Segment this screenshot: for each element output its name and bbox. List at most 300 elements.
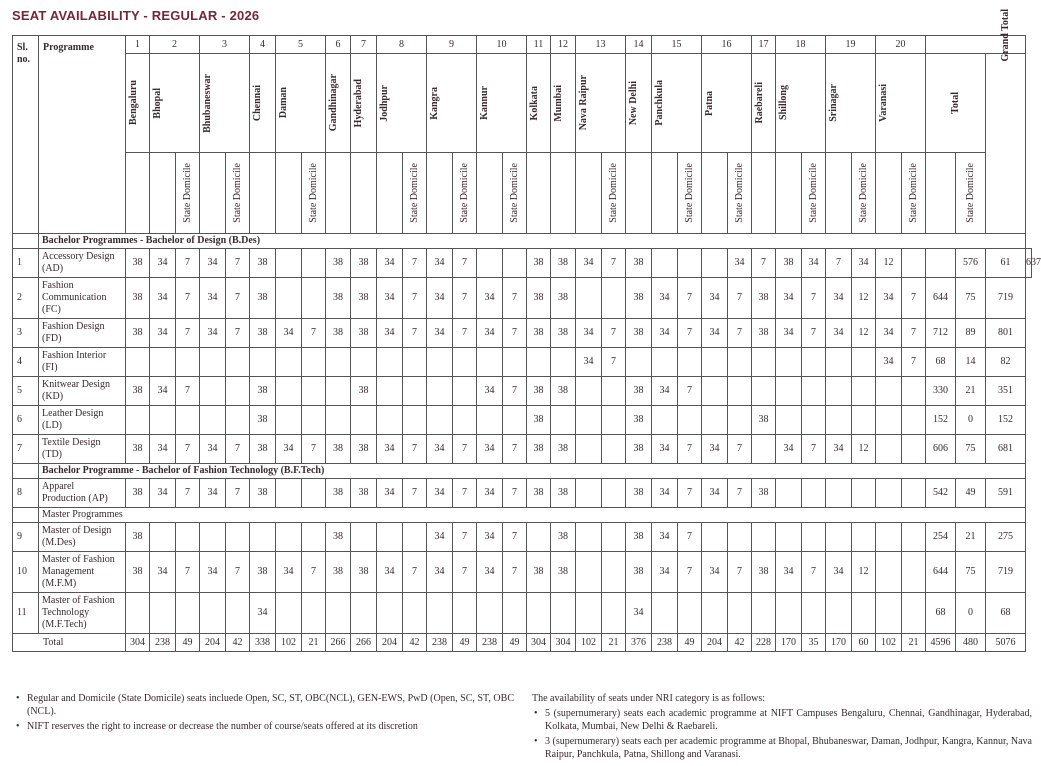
seat-count	[302, 278, 326, 319]
table-row	[13, 523, 1032, 552]
seat-count	[403, 406, 427, 435]
programme-line: Master of Fashion	[42, 554, 115, 565]
seat-count: 38	[351, 319, 377, 348]
seat-count: 38	[551, 319, 576, 348]
seat-count: 38	[326, 552, 351, 593]
seat-count	[302, 377, 326, 406]
seat-count	[702, 523, 728, 552]
seat-count: 38	[527, 406, 551, 435]
seat-count: 152	[926, 406, 956, 435]
seat-count	[902, 593, 926, 634]
seat-count: 34	[876, 348, 902, 377]
seat-count	[876, 406, 902, 435]
seat-count: 7	[826, 249, 852, 278]
seat-count: 34	[576, 319, 602, 348]
seat-count: 34	[477, 377, 503, 406]
total-count: 304	[126, 634, 150, 652]
seat-count: 38	[752, 406, 776, 435]
seat-count	[326, 406, 351, 435]
seat-count: 34	[150, 377, 176, 406]
seat-count: 34	[250, 593, 276, 634]
state-domicile-label: State Domicile	[857, 162, 869, 223]
seat-count	[576, 523, 602, 552]
seat-count: 7	[602, 319, 626, 348]
seat-count: 7	[728, 278, 752, 319]
seat-count	[652, 249, 678, 278]
seat-count: 34	[200, 552, 226, 593]
campus-name-cell	[551, 54, 576, 153]
programme-line: Leather Design	[42, 408, 104, 419]
programme-cell	[39, 552, 126, 593]
campus-name: New Delhi	[628, 80, 639, 126]
seat-count: 644	[926, 278, 956, 319]
page-title: SEAT AVAILABILITY - REGULAR - 2026	[12, 8, 260, 23]
seat-count	[226, 593, 250, 634]
domicile-header-cell	[403, 153, 427, 234]
seat-count: 34	[200, 435, 226, 464]
seat-count: 34	[477, 278, 503, 319]
seat-count: 38	[326, 435, 351, 464]
note-item	[532, 735, 1032, 761]
seat-count	[200, 377, 226, 406]
campus-number: 12	[551, 36, 576, 54]
seat-count: 38	[250, 435, 276, 464]
seat-count	[176, 348, 200, 377]
seat-count: 351	[986, 377, 1026, 406]
seat-count	[302, 593, 326, 634]
seat-count: 82	[986, 348, 1026, 377]
seat-count	[752, 348, 776, 377]
total-count: 42	[728, 634, 752, 652]
seat-count: 7	[176, 319, 200, 348]
seat-count	[403, 593, 427, 634]
seat-count	[453, 593, 477, 634]
seat-count	[477, 593, 503, 634]
note-text: 3 (supernumerary) seats each per academic programme at Bhopal, Bhubaneswar, Daman, Jodhpur, Kangra, Kannur, Nava Raipur, Panchkula, Patna, Shillong and Varanasi.	[545, 736, 1032, 760]
seat-count	[826, 479, 852, 508]
seat-count	[802, 593, 826, 634]
seat-count	[427, 377, 453, 406]
seat-count	[150, 523, 176, 552]
seat-count	[302, 479, 326, 508]
seat-count: 7	[226, 319, 250, 348]
seat-count: 34	[377, 319, 403, 348]
seat-count	[302, 348, 326, 377]
programme-cell	[39, 435, 126, 464]
seat-count: 38	[551, 377, 576, 406]
seat-count: 34	[776, 435, 802, 464]
seat-count	[403, 377, 427, 406]
seat-count: 21	[956, 523, 986, 552]
seat-count	[576, 593, 602, 634]
blank-header-cell	[551, 153, 576, 234]
seat-count: 7	[403, 249, 427, 278]
seat-count	[226, 406, 250, 435]
seat-count: 38	[527, 479, 551, 508]
seat-count	[802, 523, 826, 552]
blank-header-cell	[477, 153, 503, 234]
domicile-header-cell	[503, 153, 527, 234]
table-row	[13, 552, 1032, 593]
seat-count	[702, 377, 728, 406]
campus-number: 16	[702, 36, 752, 54]
seat-count: 12	[852, 278, 876, 319]
seat-count: 7	[728, 552, 752, 593]
total-count: 42	[226, 634, 250, 652]
seat-count: 34	[626, 593, 652, 634]
state-domicile-label: State Domicile	[458, 162, 470, 223]
campus-name-cell	[427, 54, 477, 153]
bullet-icon: •	[534, 708, 538, 719]
seat-count: 34	[702, 278, 728, 319]
seat-count	[150, 406, 176, 435]
seat-count	[377, 377, 403, 406]
seat-count: 7	[503, 319, 527, 348]
seat-count	[477, 406, 503, 435]
state-domicile-label: State Domicile	[683, 162, 695, 223]
seat-count: 7	[453, 523, 477, 552]
total-count: 49	[453, 634, 477, 652]
seat-count: 68	[926, 348, 956, 377]
campus-number: 5	[276, 36, 326, 54]
table-row	[13, 479, 1032, 508]
sl-no-label: Sl. no.	[17, 42, 31, 65]
seat-count: 38	[527, 435, 551, 464]
seat-count: 38	[126, 552, 150, 593]
seat-count	[302, 406, 326, 435]
seat-count	[576, 479, 602, 508]
bullet-icon: •	[16, 693, 20, 704]
blank-header-cell	[776, 153, 802, 234]
seat-count: 7	[226, 249, 250, 278]
total-count: 49	[176, 634, 200, 652]
total-count: 266	[351, 634, 377, 652]
seat-count	[678, 348, 702, 377]
seat-count: 7	[453, 249, 477, 278]
seat-count	[276, 278, 302, 319]
section-heading: Bachelor Programmes - Bachelor of Design (B.Des)	[39, 234, 1026, 249]
seat-count: 68	[986, 593, 1026, 634]
campus-number: 13	[576, 36, 626, 54]
programme-cell	[39, 593, 126, 634]
seat-count: 7	[503, 552, 527, 593]
seat-count: 38	[626, 319, 652, 348]
seat-count	[126, 593, 150, 634]
state-domicile-label: State Domicile	[181, 162, 193, 223]
table-row	[13, 593, 1032, 634]
nri-intro: The availability of seats under NRI category is as follows:	[532, 693, 765, 704]
seat-count	[326, 348, 351, 377]
seat-count	[503, 406, 527, 435]
seat-count	[902, 523, 926, 552]
blank-header-cell	[576, 153, 602, 234]
seat-count	[576, 406, 602, 435]
seat-count: 801	[986, 319, 1026, 348]
seat-count: 34	[702, 479, 728, 508]
seat-count: 12	[852, 435, 876, 464]
total-count: 204	[200, 634, 226, 652]
seat-count: 34	[200, 278, 226, 319]
campus-name-cell	[626, 54, 652, 153]
campus-number: 4	[250, 36, 276, 54]
seat-count	[702, 348, 728, 377]
seat-count	[776, 479, 802, 508]
campus-name: Kannur	[479, 86, 490, 120]
campus-number: 7	[351, 36, 377, 54]
seat-count: 34	[276, 435, 302, 464]
seat-count	[276, 479, 302, 508]
campus-name: Patna	[704, 90, 715, 116]
seat-count: 637	[1026, 249, 1032, 278]
programme-line: Master of Fashion	[42, 595, 115, 606]
campus-name: Kolkata	[529, 85, 540, 121]
notes-left	[14, 692, 514, 735]
seat-count: 34	[377, 435, 403, 464]
seat-count	[351, 348, 377, 377]
total-row	[13, 634, 1032, 652]
seat-count: 7	[802, 552, 826, 593]
total-count: 21	[302, 634, 326, 652]
seat-count: 34	[150, 552, 176, 593]
total-count: 5076	[986, 634, 1026, 652]
seat-count	[403, 348, 427, 377]
seat-count	[876, 435, 902, 464]
campus-name-cell	[652, 54, 702, 153]
serial-number: 9	[13, 523, 39, 552]
seat-count	[527, 348, 551, 377]
seat-count: 7	[453, 319, 477, 348]
campus-name-cell	[250, 54, 276, 153]
seat-count	[678, 406, 702, 435]
seat-count: 38	[351, 552, 377, 593]
seat-count: 7	[453, 479, 477, 508]
seat-count: 719	[986, 552, 1026, 593]
serial-number: 5	[13, 377, 39, 406]
seat-count: 38	[551, 479, 576, 508]
state-domicile-label: State Domicile	[408, 162, 420, 223]
seat-count: 38	[126, 249, 150, 278]
seat-count: 576	[956, 249, 986, 278]
total-count: 102	[576, 634, 602, 652]
seat-count: 7	[403, 319, 427, 348]
seat-count	[326, 593, 351, 634]
seat-count: 7	[678, 319, 702, 348]
seat-count: 7	[902, 278, 926, 319]
seat-count: 38	[776, 249, 802, 278]
seat-count: 38	[626, 435, 652, 464]
seat-count	[150, 348, 176, 377]
seat-count	[602, 435, 626, 464]
domicile-header-cell	[453, 153, 477, 234]
section-blank	[13, 234, 39, 249]
total-count: 170	[826, 634, 852, 652]
seat-count	[902, 552, 926, 593]
seat-count	[403, 523, 427, 552]
total-count: 204	[377, 634, 403, 652]
seat-count: 38	[626, 249, 652, 278]
seat-count	[200, 523, 226, 552]
seat-count: 7	[728, 435, 752, 464]
seat-count	[351, 523, 377, 552]
campus-number: 1	[126, 36, 150, 54]
total-count: 102	[276, 634, 302, 652]
seat-count	[802, 406, 826, 435]
seat-count	[226, 523, 250, 552]
seat-count: 38	[126, 523, 150, 552]
seat-count	[826, 406, 852, 435]
seat-count: 7	[678, 278, 702, 319]
seat-count: 275	[986, 523, 1026, 552]
total-count: 238	[477, 634, 503, 652]
note-text: NIFT reserves the right to increase or decrease the number of course/seats offered at its discretion	[27, 721, 418, 732]
seat-count: 38	[551, 249, 576, 278]
total-count: 42	[403, 634, 427, 652]
seat-count: 38	[326, 523, 351, 552]
campus-name-cell	[776, 54, 826, 153]
seat-count: 7	[503, 435, 527, 464]
seat-count: 7	[678, 377, 702, 406]
seat-count: 7	[752, 249, 776, 278]
seat-count: 7	[802, 319, 826, 348]
serial-number: 1	[13, 249, 39, 278]
seat-count	[776, 523, 802, 552]
seat-count: 7	[678, 435, 702, 464]
seat-count: 7	[403, 278, 427, 319]
seat-count: 12	[852, 319, 876, 348]
total-count: 228	[752, 634, 776, 652]
campus-number: 19	[826, 36, 876, 54]
seat-count	[728, 593, 752, 634]
seat-count: 38	[326, 249, 351, 278]
seat-count: 38	[351, 278, 377, 319]
seat-count: 7	[176, 278, 200, 319]
seat-count: 38	[626, 523, 652, 552]
seat-count: 38	[250, 406, 276, 435]
seat-count	[826, 593, 852, 634]
seat-count: 38	[250, 377, 276, 406]
blank-header-cell	[150, 153, 176, 234]
seat-count: 38	[752, 479, 776, 508]
campus-name: Mumbai	[553, 84, 564, 122]
seat-count: 34	[652, 278, 678, 319]
seat-count: 34	[150, 278, 176, 319]
seat-count: 7	[176, 552, 200, 593]
seat-count	[652, 593, 678, 634]
seat-count	[802, 348, 826, 377]
seat-count	[576, 278, 602, 319]
seat-count: 34	[427, 552, 453, 593]
seat-count	[377, 593, 403, 634]
seat-count	[776, 593, 802, 634]
domicile-header-cell	[302, 153, 326, 234]
seat-count: 75	[956, 278, 986, 319]
seat-count: 34	[427, 435, 453, 464]
seat-count: 34	[377, 479, 403, 508]
seat-count: 34	[728, 249, 752, 278]
campus-number: 14	[626, 36, 652, 54]
seat-count	[826, 348, 852, 377]
seat-count	[902, 377, 926, 406]
blank-header-cell	[326, 153, 351, 234]
programme-line: Technology	[42, 607, 90, 618]
state-domicile-label: State Domicile	[307, 162, 319, 223]
seat-count: 7	[503, 523, 527, 552]
serial-number: 7	[13, 435, 39, 464]
blank-header-cell	[626, 153, 652, 234]
seat-count: 38	[250, 479, 276, 508]
seat-count	[126, 406, 150, 435]
seat-count	[276, 249, 302, 278]
seat-count: 38	[126, 435, 150, 464]
seat-count: 38	[527, 377, 551, 406]
seat-count: 75	[956, 435, 986, 464]
seat-count	[626, 348, 652, 377]
blank-header-cell	[826, 153, 852, 234]
seat-count: 7	[453, 435, 477, 464]
seat-count: 34	[150, 319, 176, 348]
seat-count	[652, 348, 678, 377]
campus-name: Kangra	[429, 86, 440, 120]
total-count: 266	[326, 634, 351, 652]
seat-count: 7	[503, 278, 527, 319]
total-count: 21	[602, 634, 626, 652]
seat-count: 34	[802, 249, 826, 278]
campus-name: Srinagar	[828, 84, 839, 122]
serial-number: 10	[13, 552, 39, 593]
seat-count: 7	[802, 435, 826, 464]
seat-count: 12	[852, 552, 876, 593]
seat-count: 38	[752, 278, 776, 319]
total-count: 204	[702, 634, 728, 652]
programme-cell	[39, 377, 126, 406]
seat-count: 38	[126, 479, 150, 508]
seat-count	[302, 249, 326, 278]
seat-count: 34	[477, 479, 503, 508]
seat-count	[728, 377, 752, 406]
seat-count: 542	[926, 479, 956, 508]
blank-header-cell	[427, 153, 453, 234]
seat-count: 34	[576, 348, 602, 377]
domicile-header-cell	[176, 153, 200, 234]
campus-name: Chennai	[252, 84, 263, 122]
seat-count: 89	[956, 319, 986, 348]
seat-count	[876, 552, 902, 593]
seat-count: 61	[986, 249, 1026, 278]
total-count: 60	[852, 634, 876, 652]
campus-number: 9	[427, 36, 477, 54]
domicile-header-cell	[902, 153, 926, 234]
campus-name-cell	[200, 54, 250, 153]
serial-number: 2	[13, 278, 39, 319]
total-count: 4596	[926, 634, 956, 652]
seat-count	[728, 523, 752, 552]
seat-count	[200, 593, 226, 634]
campus-name-cell	[527, 54, 551, 153]
programme-cell	[39, 348, 126, 377]
seat-count	[852, 523, 876, 552]
seat-count: 7	[678, 523, 702, 552]
seat-count: 38	[626, 479, 652, 508]
total-count: 304	[551, 634, 576, 652]
seat-count: 34	[852, 249, 876, 278]
blank-header-cell	[351, 153, 377, 234]
seat-count: 21	[956, 377, 986, 406]
total-header-cell	[926, 54, 986, 153]
table-row	[13, 249, 1032, 278]
seat-count	[150, 593, 176, 634]
note-text: Regular and Domicile (State Domicile) seats incluede Open, SC, ST, OBC(NCL), GEN-EWS, PwD (Open, SC, ST, OBC (NCL).	[27, 693, 514, 717]
total-count: 102	[876, 634, 902, 652]
